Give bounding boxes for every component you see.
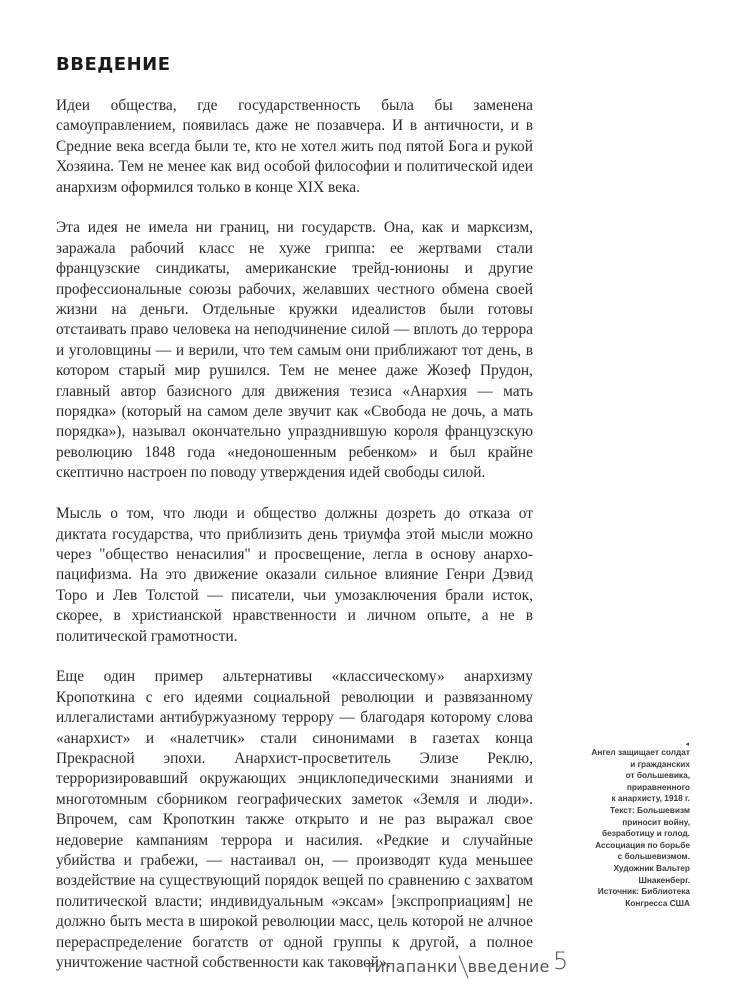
- running-footer: [365, 949, 550, 977]
- chapter-heading: ВВЕДЕНИЕ: [56, 54, 171, 75]
- paragraph: Эта идея не имела ни границ, ни государств. Она, как и марксизм, заражала рабочий класс не хуже гриппа: ее жертвами стали французские синдикаты, американские трейд-юнионы и другие профессиональные союзы рабочих, желавших честного обмена своей жизни на деньги. Отдельные кружки идеалистов были готовы отстаивать право человека на неподчинение силой — вплоть до террора и уголовщины — и верили, что тем самым они приближают тот день, в котором старый мир рушился. Тем не менее даже Жозеф Прудон, главный автор базисного для движения тезиса «Анархия — мать порядка» (который на самом деле звучит как «Свобода не дочь, а мать порядка»), называл окончательно упразднившую короля французскую революцию 1848 года «недоношенным ребенком» и был крайне скептично настроен по поводу утверждения идей свободы силой.: [56, 219, 533, 482]
- caption-line: Ангел защищает солдат: [591, 747, 690, 757]
- caption-pointer-icon: ◂: [685, 740, 689, 748]
- caption-line: Текст: Большевизм: [609, 804, 690, 815]
- caption-line: приравненного: [626, 781, 690, 792]
- body-text: [56, 96, 533, 994]
- caption-line: Художник Вальтер: [613, 862, 690, 873]
- caption-line: приносит войну,: [622, 816, 690, 827]
- caption-line: к анархисту, 1918 г.: [611, 793, 690, 804]
- caption-line: безработицу и голод.: [601, 828, 690, 839]
- caption-line: от большевика,: [625, 770, 690, 781]
- caption-line: и гражданских: [630, 758, 690, 769]
- footer-section: введение: [467, 957, 550, 976]
- caption-line: Ассоциация по борьбе: [595, 839, 690, 850]
- footer-separator: [458, 956, 468, 979]
- paragraph: Идеи общества, где государственность была бы заменена самоуправлением, появилась даже не позавчера. И в античности, и в Средние века всегда были те, кто не хотел жить под пятой Бога и рукой Хозяина. Тем не менее как вид особой философии и политической идеи анархизм оформился только в конце XIX века.: [56, 97, 533, 196]
- image-caption: [560, 747, 690, 909]
- paragraph: Мысль о том, что люди и общество должны дозреть до отказа от диктата государства, что приблизить день триумфа этой мысли можно через "общество ненасилия" и просвещение, легла в основу анархо-пацифизма. На это движение оказали сильное влияние Генри Дэвид Торо и Лев Толстой — писатели, чьи умозаключения брали исток, скорее, в христианской нравственности и личном опыте, а не в политической грамотности.: [56, 505, 533, 645]
- caption-line: Конгресса США: [625, 897, 690, 908]
- footer-brand: типапанки: [365, 957, 458, 976]
- caption-line: Шнакенберг.: [638, 874, 690, 885]
- caption-line: Источник: Библиотека: [597, 886, 690, 897]
- caption-line: с большевизмом.: [617, 851, 690, 862]
- paragraph: Еще один пример альтернативы «классическому» анархизму Кропоткина с его идеями социальной революции и развязанному иллегалистами антибуржуазному террору — благодаря которому слова «анархист» и «налетчик» стали синонимами в газетах конца Прекрасной эпохи. Анархист-просветитель Элизе Реклю, терроризировавший окружающих энциклопедическими знаниями и многотомным сборником географических заметок «Земля и люди». Впрочем, сам Кропоткин также открыто и не раз выражал свое недоверие кампаниям террора и насилия. «Редкие и случайные убийства и грабежи, — настаивал он, — производят куда меньшее воздействие на существующий порядок вещей по сравнению с захватом политической власти; индивидуальным «эксам» [экспроприациям] не должно быть места в широкой революции масс, цель которой не алчное перераспределение богатств от одной группы к другой, а полное уничтожение частной собственности как таковой».: [56, 668, 533, 972]
- page-number: 5: [553, 947, 569, 975]
